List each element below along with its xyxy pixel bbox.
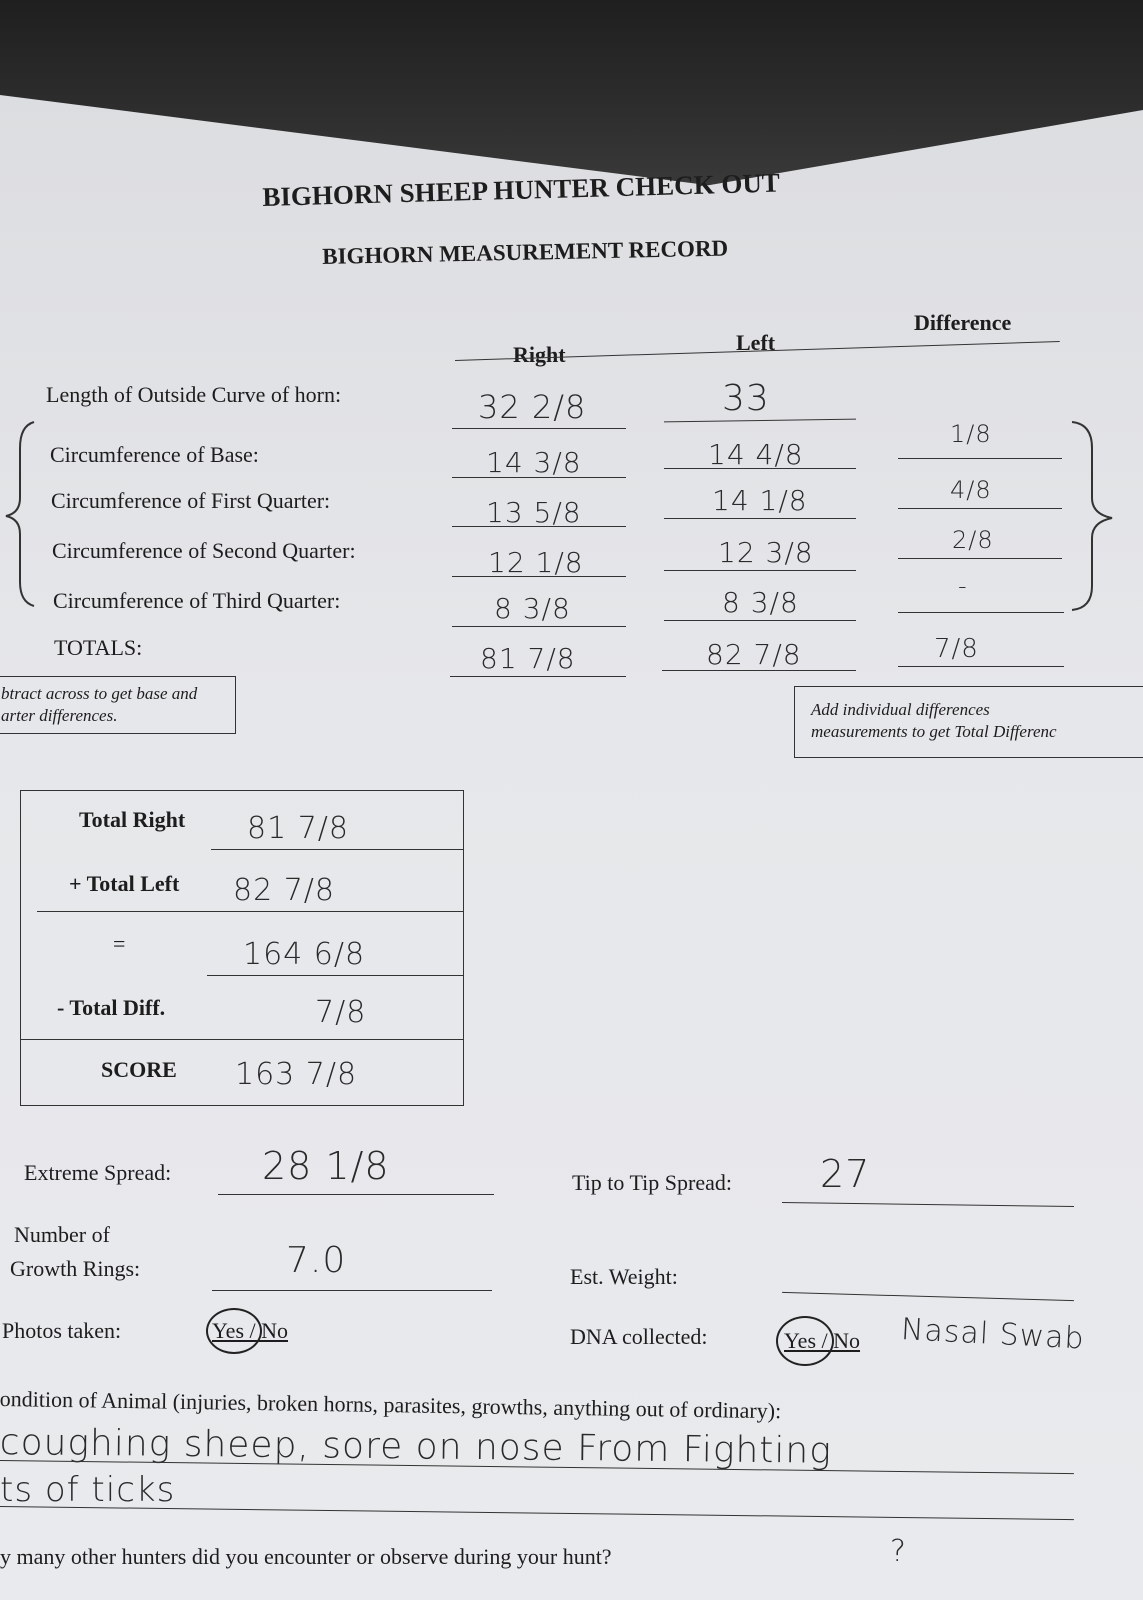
hunters-answer: ? <box>890 1534 907 1569</box>
column-difference-header: Difference <box>914 310 1012 335</box>
score-box <box>20 790 464 1106</box>
equals-line <box>207 975 463 976</box>
label-circ-first: Circumference of First Quarter: <box>51 488 331 513</box>
label-totals: TOTALS: <box>54 635 143 660</box>
diff-totals: 7/8 <box>934 634 979 664</box>
right-circ-third: 8 3/8 <box>494 592 571 625</box>
photos-yes-circle <box>206 1308 262 1354</box>
add-note-line-2: measurements to get Total Differenc <box>811 722 1057 741</box>
column-right-header: Right <box>513 342 566 367</box>
left-line-6 <box>662 670 856 671</box>
subtract-note-line-1: btract across to get base and <box>1 684 198 703</box>
condition-line-1: coughing sheep, sore on nose From Fighting <box>0 1422 833 1472</box>
weight-label: Est. Weight: <box>570 1264 678 1289</box>
dna-label: DNA collected: <box>570 1324 708 1349</box>
right-circ-base: 14 3/8 <box>486 446 582 479</box>
column-left-header: Left <box>736 330 776 355</box>
total-right-value: 81 7/8 <box>247 811 349 846</box>
right-brace <box>1068 418 1118 614</box>
extreme-spread-line <box>218 1194 494 1195</box>
left-line-5 <box>664 620 856 621</box>
score-divider-1 <box>37 911 463 912</box>
label-circ-second: Circumference of Second Quarter: <box>52 538 356 563</box>
equals-value: 164 6/8 <box>243 937 366 972</box>
extreme-spread-label: Extreme Spread: <box>24 1160 172 1185</box>
tip-spread-label: Tip to Tip Spread: <box>572 1170 732 1195</box>
growth-rings-label-1: Number of <box>14 1222 110 1247</box>
score-value: 163 7/8 <box>235 1057 358 1092</box>
dna-options[interactable]: Yes / No <box>784 1328 861 1353</box>
left-brace <box>0 418 40 608</box>
add-note-line-1: Add individual differences <box>811 700 990 719</box>
score-divider-2 <box>21 1039 463 1040</box>
left-circ-first: 14 1/8 <box>712 484 808 517</box>
right-circ-first: 13 5/8 <box>486 496 582 529</box>
form-subtitle: BIGHORN MEASUREMENT RECORD <box>322 235 729 269</box>
left-line-2 <box>664 468 856 469</box>
growth-rings-line <box>212 1290 492 1291</box>
left-circ-second: 12 3/8 <box>718 536 814 569</box>
condition-label: ondition of Animal (injuries, broken horns, parasites, growths, anything out of ordinary): <box>0 1386 782 1424</box>
left-circ-base: 14 4/8 <box>708 438 804 471</box>
right-line-1 <box>452 428 626 429</box>
right-line-4 <box>452 576 626 577</box>
tip-spread-value: 27 <box>820 1152 871 1196</box>
label-circ-third: Circumference of Third Quarter: <box>53 588 341 613</box>
total-left-value: 82 7/8 <box>233 873 335 908</box>
left-outside-curve: 33 <box>722 378 770 419</box>
equals-label: = <box>113 931 126 956</box>
right-totals: 81 7/8 <box>480 642 576 675</box>
total-diff-value: 7/8 <box>315 995 367 1030</box>
label-circ-base: Circumference of Base: <box>50 442 259 467</box>
total-right-line <box>211 849 463 850</box>
score-label: SCORE <box>101 1057 177 1082</box>
left-line-3 <box>664 518 856 519</box>
diff-line-2 <box>898 508 1062 509</box>
extreme-spread-value: 28 1/8 <box>262 1144 390 1188</box>
subtract-note-box <box>0 676 236 734</box>
diff-line-1 <box>898 458 1062 459</box>
condition-line-2: ts of ticks <box>0 1470 176 1510</box>
right-line-2 <box>452 477 626 478</box>
right-outside-curve: 32 2/8 <box>478 388 587 426</box>
total-right-label: Total Right <box>79 807 186 832</box>
add-note-box <box>794 686 1143 758</box>
left-circ-third: 8 3/8 <box>722 586 799 619</box>
total-diff-label: - Total Diff. <box>57 995 166 1020</box>
photos-label: Photos taken: <box>2 1318 122 1343</box>
diff-circ-first: 4/8 <box>950 476 992 504</box>
growth-rings-label-2: Growth Rings: <box>10 1256 141 1281</box>
total-left-label: + Total Left <box>69 871 180 896</box>
diff-circ-third: - <box>958 572 968 600</box>
subtract-note-line-2: arter differences. <box>1 706 118 725</box>
right-circ-second: 12 1/8 <box>488 546 584 579</box>
right-line-3 <box>452 526 626 527</box>
diff-line-3 <box>898 558 1062 559</box>
dna-note: Nasal Swab <box>900 1312 1086 1357</box>
dna-yes-circle <box>776 1316 834 1366</box>
left-line-4 <box>664 570 856 571</box>
photos-options[interactable]: Yes / No <box>212 1318 289 1343</box>
growth-rings-value: 7.0 <box>286 1240 347 1281</box>
diff-circ-base: 1/8 <box>950 420 992 448</box>
diff-line-4 <box>898 612 1064 613</box>
right-line-6 <box>450 676 626 677</box>
left-totals: 82 7/8 <box>706 638 802 671</box>
label-outside-curve: Length of Outside Curve of horn: <box>46 382 342 407</box>
diff-line-5 <box>898 666 1064 667</box>
hunters-question: y many other hunters did you encounter or observe during your hunt? <box>0 1544 612 1569</box>
form-title: BIGHORN SHEEP HUNTER CHECK OUT <box>262 167 781 212</box>
diff-circ-second: 2/8 <box>952 526 994 554</box>
right-line-5 <box>452 626 626 627</box>
